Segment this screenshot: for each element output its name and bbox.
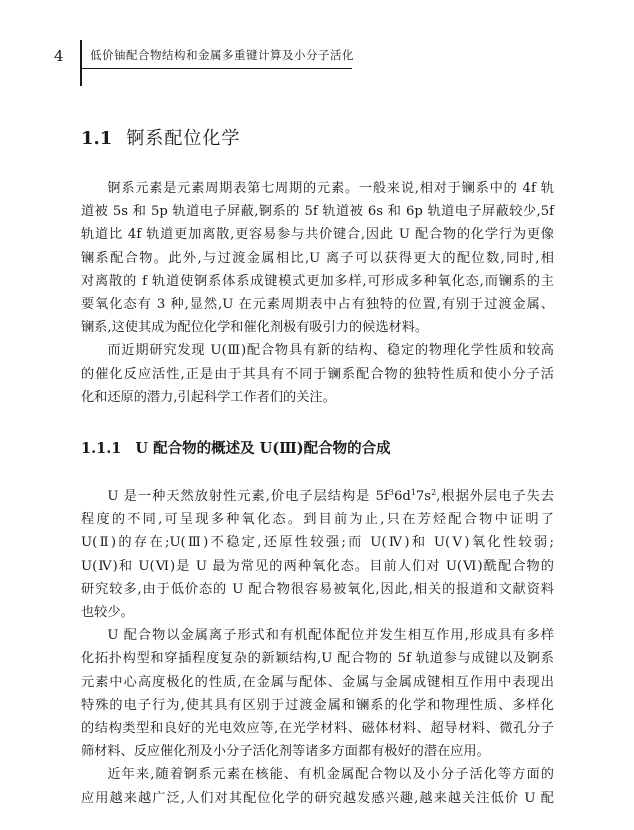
subsection-title: U 配合物的概述及 U(Ⅲ)配合物的合成: [135, 440, 391, 457]
text-line-with-electron-config: [81, 485, 554, 508]
subsection-heading: [81, 438, 391, 460]
text-fragment: U 是一种天然放射性元素,价电子层结构是 5f: [107, 489, 389, 504]
text-line: 对离散的 f 轨道使锕系体系成键模式更加多样,可形成多种氧化态,而镧系的主: [81, 273, 554, 289]
text-line: 镧系配合物。此外,与过渡金属相比,U 离子可以获得更大的配位数,同时,相: [81, 250, 554, 266]
header-vertical-rule: [80, 40, 82, 86]
subsection-number: 1.1.1: [81, 440, 122, 457]
body-text-block-1: [81, 177, 554, 409]
text-line: U 配合物以金属离子形式和有机配体配位并发生相互作用,形成具有多样: [107, 628, 554, 644]
text-fragment: ,根据外层电子失去: [436, 489, 554, 504]
paragraph-2: [81, 339, 554, 409]
text-fragment: 6d: [393, 489, 411, 504]
text-line: 研究较多,由于低价态的 U 配合物很容易被氧化,因此,相关的报道和文献资料: [81, 581, 554, 597]
text-line: 化和还原的潜力,引起科学工作者们的关注。: [81, 389, 336, 405]
body-text-block-2: [81, 485, 554, 810]
running-head: 低价铀配合物结构和金属多重键计算及小分子活化: [90, 48, 354, 62]
text-line: 近年来,随着锕系元素在核能、有机金属配合物以及小分子活化等方面的: [107, 767, 554, 783]
text-line: 而近期研究发现 U(Ⅲ)配合物具有新的结构、稳定的物理化学性质和较高: [107, 343, 554, 359]
superscript: 1: [410, 488, 416, 497]
text-line: 轨道比 4f 轨道更加离散,更容易参与共价键合,因此 U 配合物的化学行为更像: [81, 227, 554, 243]
text-line: 锕系元素是元素周期表第七周期的元素。一般来说,相对于镧系中的 4f 轨: [107, 181, 554, 196]
section-number: 1.1: [81, 128, 113, 149]
text-line: 的催化反应活性,正是由于其具有不同于镧系配合物的独特性质和使小分子活: [81, 366, 554, 382]
text-line: 镧系,这使其成为配位化学和催化剂极有吸引力的候选材料。: [81, 320, 429, 336]
text-line: U(Ⅱ)的存在;U(Ⅲ)不稳定,还原性较强;而 U(Ⅳ)和 U(Ⅴ)氧化性较弱;: [81, 535, 554, 551]
text-line: 程度的不同,可呈现多种氧化态。到目前为止,只在芳烃配合物中证明了: [81, 512, 554, 528]
paragraph-5: [81, 763, 554, 809]
section-title: 锕系配位化学: [126, 128, 241, 149]
header-underline: [81, 68, 352, 69]
text-line: U(Ⅳ)和 U(Ⅵ)是 U 最为常见的两种氧化态。目前人们对 U(Ⅵ)酰配合物的: [81, 558, 554, 574]
text-line: 筛材料、反应催化剂及小分子活化剂等诸多方面都有极好的潜在应用。: [81, 744, 490, 760]
text-line: 的结构类型和良好的光电效应等,在光学材料、磁体材料、超导材料、微孔分子: [81, 721, 554, 737]
superscript: 3: [388, 488, 394, 497]
text-line: 道被 5s 和 5p 轨道电子屏蔽,锕系的 5f 轨道被 6s 和 6p 轨道电子屏蔽较少,5f: [81, 204, 554, 220]
text-line: 特殊的电子行为,使其具有区别于过渡金属和镧系的化学和物理性质、多样化: [81, 697, 554, 713]
paragraph-4: [81, 624, 554, 763]
text-fragment: 7s: [415, 489, 432, 504]
text-line: 要氧化态有 3 种,显然,U 在元素周期表中占有独特的位置,有别于过渡金属、: [81, 297, 554, 313]
paragraph-1: [81, 177, 554, 339]
text-line: 化拓扑构型和穿插程度复杂的新颖结构,U 配合物的 5f 轨道参与成键以及锕系: [81, 651, 554, 667]
superscript: 2: [431, 488, 437, 497]
page-number: 4: [54, 47, 64, 65]
paragraph-3: [81, 485, 554, 624]
text-line: 应用越来越广泛,人们对其配位化学的研究越发感兴趣,越来越关注低价 U 配: [81, 790, 554, 806]
section-heading: [81, 126, 240, 152]
text-line: 也较少。: [81, 605, 134, 621]
text-line: 元素中心高度极化的性质,在金属与配体、金属与金属成键相互作用中表现出: [81, 674, 554, 690]
